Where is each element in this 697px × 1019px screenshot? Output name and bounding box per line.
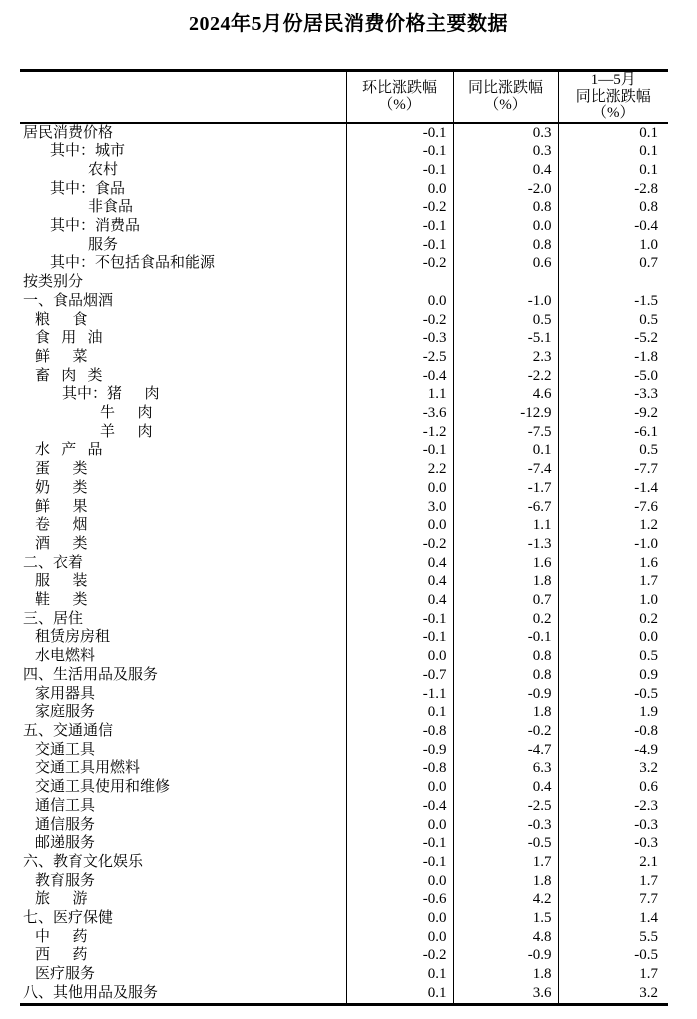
yoy-value: -7.4 bbox=[453, 460, 558, 479]
yoy-value: -4.7 bbox=[453, 741, 558, 760]
table-row bbox=[20, 890, 668, 909]
table-row bbox=[20, 834, 668, 853]
row-label: 食 用 油 bbox=[35, 330, 103, 347]
mom-value: 2.2 bbox=[346, 460, 453, 479]
table-row bbox=[20, 759, 668, 778]
ytd-value: 3.2 bbox=[558, 759, 668, 778]
ytd-value: 1.7 bbox=[558, 572, 668, 591]
ytd-value: -0.5 bbox=[558, 685, 668, 704]
row-label: 家庭服务 bbox=[35, 704, 96, 721]
table-row bbox=[20, 292, 668, 311]
mom-value: -0.4 bbox=[346, 797, 453, 816]
row-label: 家用器具 bbox=[35, 685, 96, 702]
yoy-value: -6.7 bbox=[453, 498, 558, 517]
yoy-value: -1.0 bbox=[453, 292, 558, 311]
yoy-value: 0.8 bbox=[453, 647, 558, 666]
row-label: 教育服务 bbox=[35, 872, 96, 889]
row-label: 三、居住 bbox=[23, 610, 84, 627]
row-label: 其中：城市 bbox=[50, 143, 126, 160]
yoy-value: 0.8 bbox=[453, 236, 558, 255]
mom-value: -0.1 bbox=[346, 610, 453, 629]
table-row bbox=[20, 423, 668, 442]
mom-value: -0.3 bbox=[346, 329, 453, 348]
row-label: 二、衣着 bbox=[23, 554, 84, 571]
yoy-value: 0.3 bbox=[453, 142, 558, 161]
ytd-value: 1.7 bbox=[558, 872, 668, 891]
ytd-value: -1.8 bbox=[558, 348, 668, 367]
header-row bbox=[20, 71, 668, 123]
yoy-value bbox=[453, 273, 558, 292]
ytd-value: 1.0 bbox=[558, 236, 668, 255]
yoy-value: 0.0 bbox=[453, 217, 558, 236]
yoy-value: 4.2 bbox=[453, 890, 558, 909]
table-row bbox=[20, 610, 668, 629]
mom-value: -0.9 bbox=[346, 741, 453, 760]
row-label: 羊 肉 bbox=[100, 423, 153, 440]
row-label: 鲜 果 bbox=[35, 498, 88, 515]
yoy-value: -2.2 bbox=[453, 367, 558, 386]
yoy-value: 0.4 bbox=[453, 778, 558, 797]
mom-value: -0.2 bbox=[346, 254, 453, 273]
table-row bbox=[20, 385, 668, 404]
mom-value: 0.1 bbox=[346, 984, 453, 1004]
ytd-value: -1.4 bbox=[558, 479, 668, 498]
column-header-line: 同比涨跌幅 bbox=[575, 88, 651, 105]
mom-value: 0.0 bbox=[346, 928, 453, 947]
row-label: 牛 肉 bbox=[100, 405, 153, 422]
mom-value: 0.0 bbox=[346, 816, 453, 835]
yoy-value: -12.9 bbox=[453, 404, 558, 423]
mom-value: 0.1 bbox=[346, 703, 453, 722]
table-row bbox=[20, 666, 668, 685]
ytd-value: 0.0 bbox=[558, 628, 668, 647]
column-header bbox=[346, 71, 453, 123]
mom-value: -0.2 bbox=[346, 535, 453, 554]
row-label: 奶 类 bbox=[35, 479, 88, 496]
mom-value: 0.0 bbox=[346, 872, 453, 891]
row-label: 其中：消费品 bbox=[50, 218, 141, 235]
row-label: 蛋 类 bbox=[35, 461, 88, 478]
yoy-value: 1.8 bbox=[453, 572, 558, 591]
yoy-value: -0.2 bbox=[453, 722, 558, 741]
table-row bbox=[20, 797, 668, 816]
yoy-value: 1.8 bbox=[453, 872, 558, 891]
mom-value: -0.1 bbox=[346, 123, 453, 143]
table-row bbox=[20, 273, 668, 292]
row-label: 西 药 bbox=[35, 947, 88, 964]
ytd-value: 0.6 bbox=[558, 778, 668, 797]
mom-value: -0.8 bbox=[346, 722, 453, 741]
ytd-value: -0.5 bbox=[558, 946, 668, 965]
yoy-value: 2.3 bbox=[453, 348, 558, 367]
mom-value: 0.0 bbox=[346, 909, 453, 928]
table-row bbox=[20, 329, 668, 348]
table-row bbox=[20, 965, 668, 984]
ytd-value: 1.7 bbox=[558, 965, 668, 984]
table-body bbox=[20, 123, 668, 1005]
ytd-value: -7.7 bbox=[558, 460, 668, 479]
yoy-value: 0.5 bbox=[453, 311, 558, 330]
table-row bbox=[20, 217, 668, 236]
mom-value: 0.4 bbox=[346, 572, 453, 591]
mom-value: -0.1 bbox=[346, 834, 453, 853]
ytd-value: 0.1 bbox=[558, 123, 668, 143]
ytd-value: -5.2 bbox=[558, 329, 668, 348]
table-row bbox=[20, 554, 668, 573]
table-row bbox=[20, 872, 668, 891]
table-row bbox=[20, 348, 668, 367]
table-row bbox=[20, 161, 668, 180]
table-row bbox=[20, 909, 668, 928]
yoy-value: 1.8 bbox=[453, 703, 558, 722]
ytd-value: 0.1 bbox=[558, 161, 668, 180]
cpi-table bbox=[20, 69, 668, 1006]
yoy-value: 0.6 bbox=[453, 254, 558, 273]
row-label: 畜 肉 类 bbox=[35, 367, 103, 384]
row-label: 医疗服务 bbox=[35, 966, 96, 983]
mom-value: 0.4 bbox=[346, 554, 453, 573]
table-row bbox=[20, 946, 668, 965]
ytd-value: -2.3 bbox=[558, 797, 668, 816]
table-row bbox=[20, 816, 668, 835]
table-row bbox=[20, 254, 668, 273]
row-label: 四、生活用品及服务 bbox=[23, 666, 159, 683]
mom-value: -0.2 bbox=[346, 946, 453, 965]
row-label: 其中：食品 bbox=[50, 180, 126, 197]
table-row bbox=[20, 516, 668, 535]
row-label: 租赁房房租 bbox=[35, 629, 111, 646]
yoy-value: 1.6 bbox=[453, 554, 558, 573]
yoy-value: -0.1 bbox=[453, 628, 558, 647]
header-cell-empty bbox=[20, 71, 346, 123]
mom-value: -0.2 bbox=[346, 311, 453, 330]
mom-value: 0.4 bbox=[346, 591, 453, 610]
mom-value: -0.6 bbox=[346, 890, 453, 909]
yoy-value: -0.3 bbox=[453, 816, 558, 835]
ytd-value: -6.1 bbox=[558, 423, 668, 442]
ytd-value: 3.2 bbox=[558, 984, 668, 1004]
table-row bbox=[20, 180, 668, 199]
table-row bbox=[20, 572, 668, 591]
ytd-value: 5.5 bbox=[558, 928, 668, 947]
ytd-value: 0.7 bbox=[558, 254, 668, 273]
mom-value: 3.0 bbox=[346, 498, 453, 517]
mom-value: 0.0 bbox=[346, 778, 453, 797]
table-row bbox=[20, 535, 668, 554]
yoy-value: 0.2 bbox=[453, 610, 558, 629]
ytd-value: 0.5 bbox=[558, 311, 668, 330]
table-row bbox=[20, 198, 668, 217]
ytd-value: -1.0 bbox=[558, 535, 668, 554]
ytd-value: -2.8 bbox=[558, 180, 668, 199]
row-label: 服务 bbox=[88, 236, 119, 253]
ytd-value: 0.2 bbox=[558, 610, 668, 629]
yoy-value: -7.5 bbox=[453, 423, 558, 442]
table-row bbox=[20, 460, 668, 479]
row-label: 八、其他用品及服务 bbox=[23, 984, 159, 1001]
mom-value: -0.1 bbox=[346, 853, 453, 872]
table-row bbox=[20, 741, 668, 760]
row-label: 按类别分 bbox=[23, 274, 84, 291]
mom-value: -0.2 bbox=[346, 198, 453, 217]
mom-value: -0.1 bbox=[346, 236, 453, 255]
table-row bbox=[20, 591, 668, 610]
table-row bbox=[20, 123, 668, 143]
yoy-value: 0.8 bbox=[453, 666, 558, 685]
table-row bbox=[20, 498, 668, 517]
mom-value: 0.0 bbox=[346, 292, 453, 311]
row-label: 交通工具 bbox=[35, 741, 96, 758]
mom-value: -0.1 bbox=[346, 161, 453, 180]
column-header-line: （%） bbox=[592, 105, 635, 121]
row-label: 七、医疗保健 bbox=[23, 910, 114, 927]
table-row bbox=[20, 479, 668, 498]
row-label: 其中：不包括食品和能源 bbox=[50, 255, 216, 272]
mom-value: 0.0 bbox=[346, 180, 453, 199]
ytd-value: 1.4 bbox=[558, 909, 668, 928]
ytd-value: -4.9 bbox=[558, 741, 668, 760]
ytd-value: 1.2 bbox=[558, 516, 668, 535]
mom-value: -0.7 bbox=[346, 666, 453, 685]
row-label: 旅 游 bbox=[35, 891, 88, 908]
row-label: 卷 烟 bbox=[35, 517, 88, 534]
ytd-value: -0.3 bbox=[558, 816, 668, 835]
yoy-value: 1.1 bbox=[453, 516, 558, 535]
yoy-value: -0.5 bbox=[453, 834, 558, 853]
yoy-value: -0.9 bbox=[453, 685, 558, 704]
ytd-value: -0.4 bbox=[558, 217, 668, 236]
yoy-value: 0.4 bbox=[453, 161, 558, 180]
row-label: 通信服务 bbox=[35, 816, 96, 833]
yoy-value: 0.8 bbox=[453, 198, 558, 217]
table-header bbox=[20, 71, 668, 123]
row-label: 其中：猪 肉 bbox=[62, 386, 160, 403]
table-row bbox=[20, 778, 668, 797]
row-label: 五、交通通信 bbox=[23, 723, 114, 739]
page-title: 2024年5月份居民消费价格主要数据 bbox=[189, 13, 508, 35]
ytd-value: 0.8 bbox=[558, 198, 668, 217]
yoy-value: 4.8 bbox=[453, 928, 558, 947]
mom-value: -1.2 bbox=[346, 423, 453, 442]
row-label: 居民消费价格 bbox=[23, 124, 114, 141]
row-label: 服 装 bbox=[35, 573, 88, 590]
ytd-value: 1.0 bbox=[558, 591, 668, 610]
column-header-line: 同比涨跌幅 bbox=[467, 80, 543, 97]
mom-value: -0.1 bbox=[346, 217, 453, 236]
table-row bbox=[20, 311, 668, 330]
row-label: 鞋 类 bbox=[35, 592, 88, 609]
yoy-value: -1.3 bbox=[453, 535, 558, 554]
yoy-value: 4.6 bbox=[453, 385, 558, 404]
table-row bbox=[20, 628, 668, 647]
mom-value: -0.1 bbox=[346, 441, 453, 460]
yoy-value: -0.9 bbox=[453, 946, 558, 965]
ytd-value: 0.9 bbox=[558, 666, 668, 685]
ytd-value: 1.6 bbox=[558, 554, 668, 573]
yoy-value: 6.3 bbox=[453, 759, 558, 778]
mom-value: 0.0 bbox=[346, 647, 453, 666]
row-label: 农村 bbox=[88, 161, 119, 178]
ytd-value: 0.5 bbox=[558, 647, 668, 666]
row-label: 一、食品烟酒 bbox=[23, 292, 114, 309]
row-label: 非食品 bbox=[88, 199, 134, 216]
table-row bbox=[20, 236, 668, 255]
row-label: 六、教育文化娱乐 bbox=[23, 853, 144, 870]
yoy-value: 0.1 bbox=[453, 441, 558, 460]
ytd-value: 7.7 bbox=[558, 890, 668, 909]
row-label: 粮 食 bbox=[35, 311, 88, 328]
column-header-line: 1—5月 bbox=[590, 72, 636, 88]
table-row bbox=[20, 853, 668, 872]
row-label: 邮递服务 bbox=[35, 835, 96, 852]
table-row bbox=[20, 647, 668, 666]
ytd-value: -0.3 bbox=[558, 834, 668, 853]
column-header-line: （%） bbox=[378, 96, 421, 113]
ytd-value: 0.5 bbox=[558, 441, 668, 460]
row-label: 水电燃料 bbox=[35, 648, 96, 665]
mom-value: -0.1 bbox=[346, 628, 453, 647]
ytd-value: -0.8 bbox=[558, 722, 668, 741]
mom-value: -0.4 bbox=[346, 367, 453, 386]
table-row bbox=[20, 984, 668, 1004]
column-header bbox=[453, 71, 558, 123]
mom-value: 0.1 bbox=[346, 965, 453, 984]
row-label: 鲜 菜 bbox=[35, 348, 88, 365]
row-label: 水 产 品 bbox=[35, 442, 103, 459]
row-label: 交通工具用燃料 bbox=[35, 760, 141, 777]
yoy-value: 0.7 bbox=[453, 591, 558, 610]
yoy-value: 1.7 bbox=[453, 853, 558, 872]
mom-value: -1.1 bbox=[346, 685, 453, 704]
ytd-value: 1.9 bbox=[558, 703, 668, 722]
yoy-value: 1.8 bbox=[453, 965, 558, 984]
yoy-value: -1.7 bbox=[453, 479, 558, 498]
table-row bbox=[20, 685, 668, 704]
mom-value: -2.5 bbox=[346, 348, 453, 367]
ytd-value: 2.1 bbox=[558, 853, 668, 872]
column-header-line: 环比涨跌幅 bbox=[361, 80, 437, 97]
yoy-value: 3.6 bbox=[453, 984, 558, 1004]
row-label: 通信工具 bbox=[35, 797, 96, 814]
yoy-value: -5.1 bbox=[453, 329, 558, 348]
mom-value: 0.0 bbox=[346, 479, 453, 498]
column-header-line: （%） bbox=[484, 96, 527, 113]
mom-value: 0.0 bbox=[346, 516, 453, 535]
yoy-value: 1.5 bbox=[453, 909, 558, 928]
column-header bbox=[558, 71, 668, 123]
mom-value: -0.8 bbox=[346, 759, 453, 778]
ytd-value: -3.3 bbox=[558, 385, 668, 404]
ytd-value bbox=[558, 273, 668, 292]
mom-value bbox=[346, 273, 453, 292]
table-row bbox=[20, 367, 668, 386]
ytd-value: -9.2 bbox=[558, 404, 668, 423]
mom-value: -3.6 bbox=[346, 404, 453, 423]
mom-value: 1.1 bbox=[346, 385, 453, 404]
yoy-value: -2.0 bbox=[453, 180, 558, 199]
row-label: 中 药 bbox=[35, 928, 88, 945]
row-label: 交通工具使用和维修 bbox=[35, 779, 171, 796]
yoy-value: 0.3 bbox=[453, 123, 558, 143]
ytd-value: -7.6 bbox=[558, 498, 668, 517]
ytd-value: -5.0 bbox=[558, 367, 668, 386]
table-row bbox=[20, 722, 668, 741]
yoy-value: -2.5 bbox=[453, 797, 558, 816]
row-label: 酒 类 bbox=[35, 535, 88, 552]
ytd-value: -1.5 bbox=[558, 292, 668, 311]
table-row bbox=[20, 703, 668, 722]
ytd-value: 0.1 bbox=[558, 142, 668, 161]
table-row bbox=[20, 404, 668, 423]
table-row bbox=[20, 142, 668, 161]
table-row bbox=[20, 441, 668, 460]
mom-value: -0.1 bbox=[346, 142, 453, 161]
table-row bbox=[20, 928, 668, 947]
